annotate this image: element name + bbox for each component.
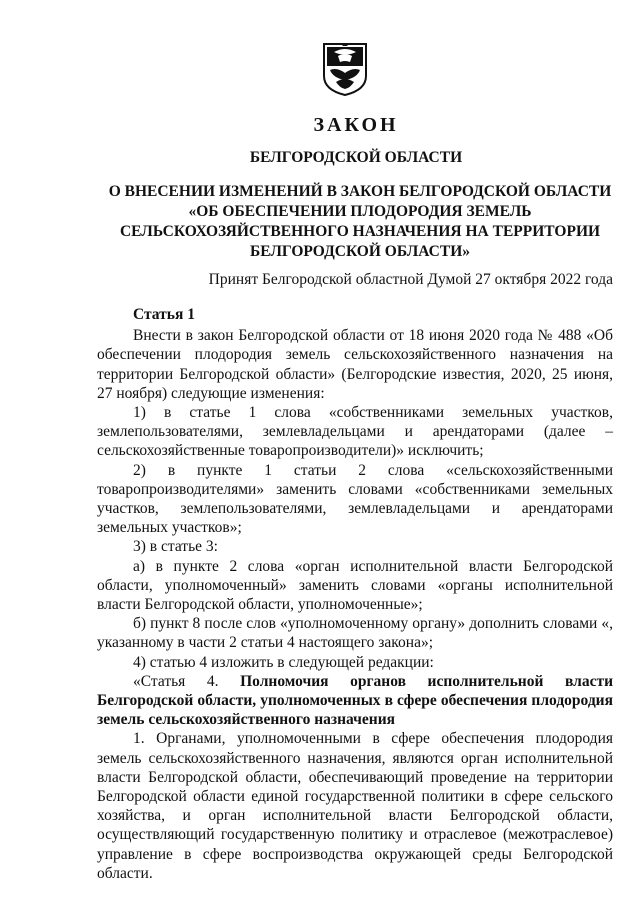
quoted-article-heading — [97, 672, 613, 691]
paragraph: 4) статью 4 изложить в следующей редакции: — [133, 653, 434, 671]
law-subject — [100, 182, 620, 262]
paragraph: Внести в закон Белгородской области от 18 июня 2020 года № 488 «Об обеспечении плодородия земель сельскохозяйственного назначения на территории Белгородской области» (Белгородские известия, 2020, 25 июня, 27 ноября) следующие изменения: — [97, 327, 613, 402]
paragraph: 1) в статье 1 слова «собственниками земельных участков, землепользователями, землевладельцами и арендаторами (далее – сельскохозяйственные товаропроизводители)» исключить; — [97, 404, 613, 460]
region-title: БЕЛГОРОДСКОЙ ОБЛАСТИ — [249, 149, 463, 166]
paragraph: б) пункт 8 после слов «уполномоченному органу» дополнить словами «, указанному в части 2 статьи 4 настоящего закона»; — [97, 615, 613, 652]
quoted-article-label: «Статья 4. — [133, 672, 219, 690]
quoted-article-title-start: Полномочия органов исполнительной власти — [240, 672, 613, 690]
law-title: ЗАКОН — [313, 114, 399, 136]
subject-line: СЕЛЬСКОХОЗЯЙСТВЕННОГО НАЗНАЧЕНИЯ НА ТЕРРИТОРИИ — [119, 223, 601, 240]
subject-line: БЕЛГОРОДСКОЙ ОБЛАСТИ» — [249, 243, 471, 260]
subject-line: О ВНЕСЕНИИ ИЗМЕНЕНИЙ В ЗАКОН БЕЛГОРОДСКОЙ ОБЛАСТИ — [108, 183, 612, 200]
paragraph: а) в пункте 2 слова «орган исполнительной власти Белгородской области, уполномоченный» заменить словами «органы исполнительной власти Белгородской области, уполномоченные»; — [97, 557, 613, 614]
article-heading: Статья 1 — [133, 306, 195, 323]
paragraph: 3) в статье 3: — [133, 538, 218, 556]
adoption-note: Принят Белгородской областной Думой 27 октября 2022 года — [208, 271, 613, 288]
law-body — [97, 305, 613, 883]
subject-line: «ОБ ОБЕСПЕЧЕНИИ ПЛОДОРОДИЯ ЗЕМЕЛЬ — [188, 203, 532, 220]
coat-of-arms-icon — [322, 40, 368, 96]
paragraph: 2) в пункте 1 статьи 2 слова «сельскохозяйственными товаропроизводителями» заменить словами «собственниками земельных участков, землепользователями, землевладельцами и арендаторами земельных участков»; — [97, 461, 613, 537]
quoted-article-title-rest: Белгородской области, уполномоченных в сфере обеспечения плодородия земель сельскохозяйственного назначения — [97, 692, 613, 729]
paragraph: 1. Органами, уполномоченными в сфере обеспечения плодородия земель сельскохозяйственного назначения, являются орган исполнительной власти Белгородской области, обеспечивающий проведение на территории Белгородской области единой государственной политики в сфере сельского хозяйства, и орган исполнительной власти Белгородской области, осуществляющий государственную политику и отраслевое (межотраслевое) управление в сфере воспроизводства окружающей среды Белгородской области. — [97, 730, 613, 882]
